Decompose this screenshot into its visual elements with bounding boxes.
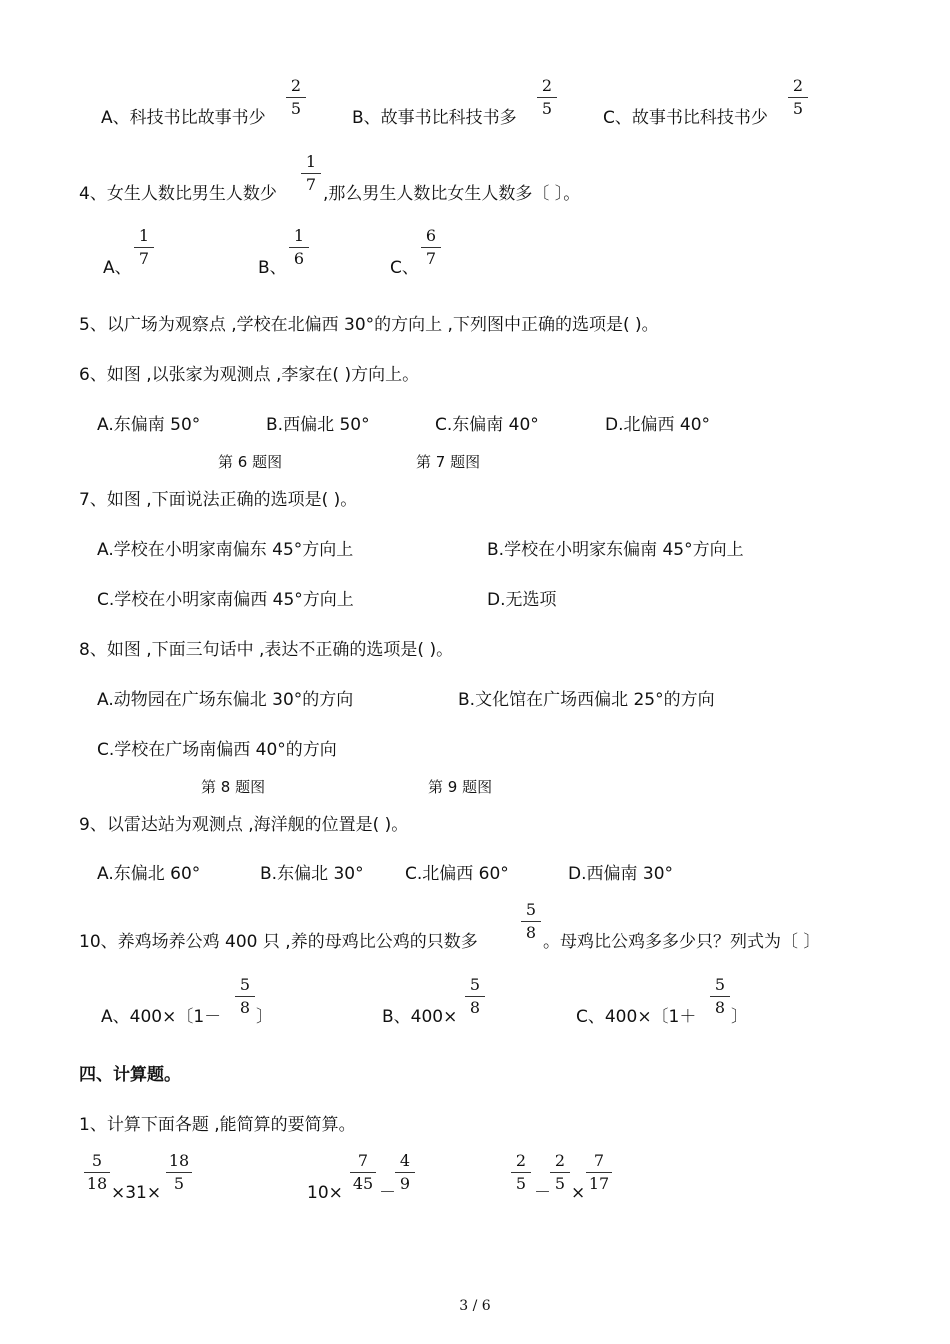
q4-fraction [300, 153, 322, 194]
fraction-denominator: 5 [173, 1174, 185, 1193]
q9-option-a: A.东偏北 60° [97, 864, 201, 884]
fraction-numerator: 5 [91, 1151, 103, 1170]
q9-text: 9、以雷达站为观测点 ,海洋舰的位置是( )。 [79, 815, 409, 835]
q3-option-a: A、科技书比故事书少 [101, 108, 266, 128]
q10-fraction [520, 901, 542, 942]
q10-option-c-fraction [709, 976, 731, 1017]
fraction-numerator: 2 [554, 1151, 566, 1170]
q4-option-a-fraction [133, 227, 155, 268]
q10-option-b-before: B、400× [382, 1007, 458, 1027]
fraction-denominator: 5 [541, 99, 553, 118]
q3-option-c-fraction [787, 77, 809, 118]
q3-option-b-fraction [536, 77, 558, 118]
calc-e3-fraction-1 [510, 1152, 532, 1193]
q7-option-d: D.无选项 [487, 590, 557, 610]
q8-option-c: C.学校在广场南偏西 40°的方向 [97, 740, 337, 760]
fraction-denominator: 7 [138, 249, 150, 268]
fraction-numerator: 2 [290, 76, 302, 95]
fraction-numerator: 5 [525, 900, 537, 919]
fraction-numerator: 2 [541, 76, 553, 95]
calc-e3-fraction-2 [549, 1152, 571, 1193]
fraction-denominator: 18 [86, 1174, 108, 1193]
calc-e1-fraction-2 [165, 1152, 193, 1193]
q4-option-c-label: C、 [390, 258, 419, 278]
fraction-denominator: 17 [588, 1174, 610, 1193]
q7-option-b: B.学校在小明家东偏南 45°方向上 [487, 540, 744, 560]
fraction-numerator: 5 [469, 975, 481, 994]
q10-option-a-before: A、400×〔1－ [101, 1007, 222, 1027]
q10-option-c-after: 〕 [731, 1007, 748, 1027]
q4-text-after: ,那么男生人数比女生人数多〔 〕。 [323, 184, 581, 204]
figure-caption-q9: 第 9 题图 [428, 778, 493, 796]
q10-option-c-before: C、400×〔1＋ [576, 1007, 697, 1027]
q6-option-d: D.北偏西 40° [605, 415, 711, 435]
q9-option-d: D.西偏南 30° [568, 864, 674, 884]
fraction-numerator: 1 [138, 226, 150, 245]
fraction-denominator: 5 [792, 99, 804, 118]
fraction-numerator: 1 [293, 226, 305, 245]
figure-caption-q6: 第 6 题图 [218, 453, 283, 471]
figure-caption-q8: 第 8 题图 [201, 778, 266, 796]
q10-option-a-after: 〕 [256, 1007, 273, 1027]
q3-option-b: B、故事书比科技书多 [352, 108, 517, 128]
calc-e3-operator-1: － [534, 1183, 551, 1203]
q3-option-c: C、故事书比科技书少 [603, 108, 768, 128]
fraction-denominator: 5 [290, 99, 302, 118]
q4-option-c-fraction [420, 227, 442, 268]
calc-e3-operator-2: × [571, 1183, 586, 1203]
q7-option-c: C.学校在小明家南偏西 45°方向上 [97, 590, 354, 610]
calc-e2-operator: － [379, 1183, 396, 1203]
q10-option-b-fraction [464, 976, 486, 1017]
fraction-denominator: 9 [399, 1174, 411, 1193]
fraction-numerator: 7 [357, 1151, 369, 1170]
q9-option-b: B.东偏北 30° [260, 864, 364, 884]
figure-caption-q7: 第 7 题图 [416, 453, 481, 471]
fraction-denominator: 8 [525, 923, 537, 942]
q4-option-b-label: B、 [258, 258, 287, 278]
q3-option-a-fraction [285, 77, 307, 118]
q4-text-before: 4、女生人数比男生人数少 [79, 184, 277, 204]
fraction-denominator: 5 [554, 1174, 566, 1193]
q7-option-a: A.学校在小明家南偏东 45°方向上 [97, 540, 354, 560]
fraction-denominator: 6 [293, 249, 305, 268]
fraction-numerator: 5 [714, 975, 726, 994]
q6-text: 6、如图 ,以张家为观测点 ,李家在( )方向上。 [79, 365, 420, 385]
calc-e2-fraction-2 [394, 1152, 416, 1193]
q10-option-a-fraction [234, 976, 256, 1017]
q4-option-b-fraction [288, 227, 310, 268]
fraction-numerator: 6 [425, 226, 437, 245]
page-number: 3 / 6 [459, 1298, 491, 1314]
fraction-denominator: 8 [469, 998, 481, 1017]
q8-option-a: A.动物园在广场东偏北 30°的方向 [97, 690, 354, 710]
q5-text: 5、以广场为观察点 ,学校在北偏西 30°的方向上 ,下列图中正确的选项是( )。 [79, 315, 659, 335]
fraction-numerator: 1 [305, 152, 317, 171]
fraction-denominator: 7 [425, 249, 437, 268]
fraction-numerator: 2 [515, 1151, 527, 1170]
q9-option-c: C.北偏西 60° [405, 864, 509, 884]
fraction-denominator: 8 [239, 998, 251, 1017]
fraction-numerator: 5 [239, 975, 251, 994]
q8-option-b: B.文化馆在广场西偏北 25°的方向 [458, 690, 715, 710]
q4-option-a-label: A、 [103, 258, 132, 278]
q7-text: 7、如图 ,下面说法正确的选项是( )。 [79, 490, 358, 510]
calc-e1-operator: ×31× [111, 1183, 162, 1203]
q10-text-before: 10、养鸡场养公鸡 400 只 ,养的母鸡比公鸡的只数多 [79, 932, 478, 952]
fraction-numerator: 2 [792, 76, 804, 95]
q6-option-b: B.西偏北 50° [266, 415, 370, 435]
fraction-numerator: 7 [593, 1151, 605, 1170]
section-title: 四、计算题。 [79, 1065, 181, 1085]
calc-e2-fraction-1 [349, 1152, 377, 1193]
fraction-denominator: 7 [305, 175, 317, 194]
calc-intro: 1、计算下面各题 ,能简算的要简算。 [79, 1115, 356, 1135]
q8-text: 8、如图 ,下面三句话中 ,表达不正确的选项是( )。 [79, 640, 454, 660]
q6-option-c: C.东偏南 40° [435, 415, 539, 435]
calc-e2-lead: 10× [307, 1183, 343, 1203]
fraction-denominator: 8 [714, 998, 726, 1017]
q6-option-a: A.东偏南 50° [97, 415, 201, 435]
calc-e3-fraction-3 [585, 1152, 613, 1193]
calc-e1-fraction-1 [83, 1152, 111, 1193]
q10-text-after: 。母鸡比公鸡多多少只？列式为〔 〕 [543, 932, 821, 952]
fraction-denominator: 45 [352, 1174, 374, 1193]
fraction-denominator: 5 [515, 1174, 527, 1193]
fraction-numerator: 4 [399, 1151, 411, 1170]
fraction-numerator: 18 [168, 1151, 190, 1170]
